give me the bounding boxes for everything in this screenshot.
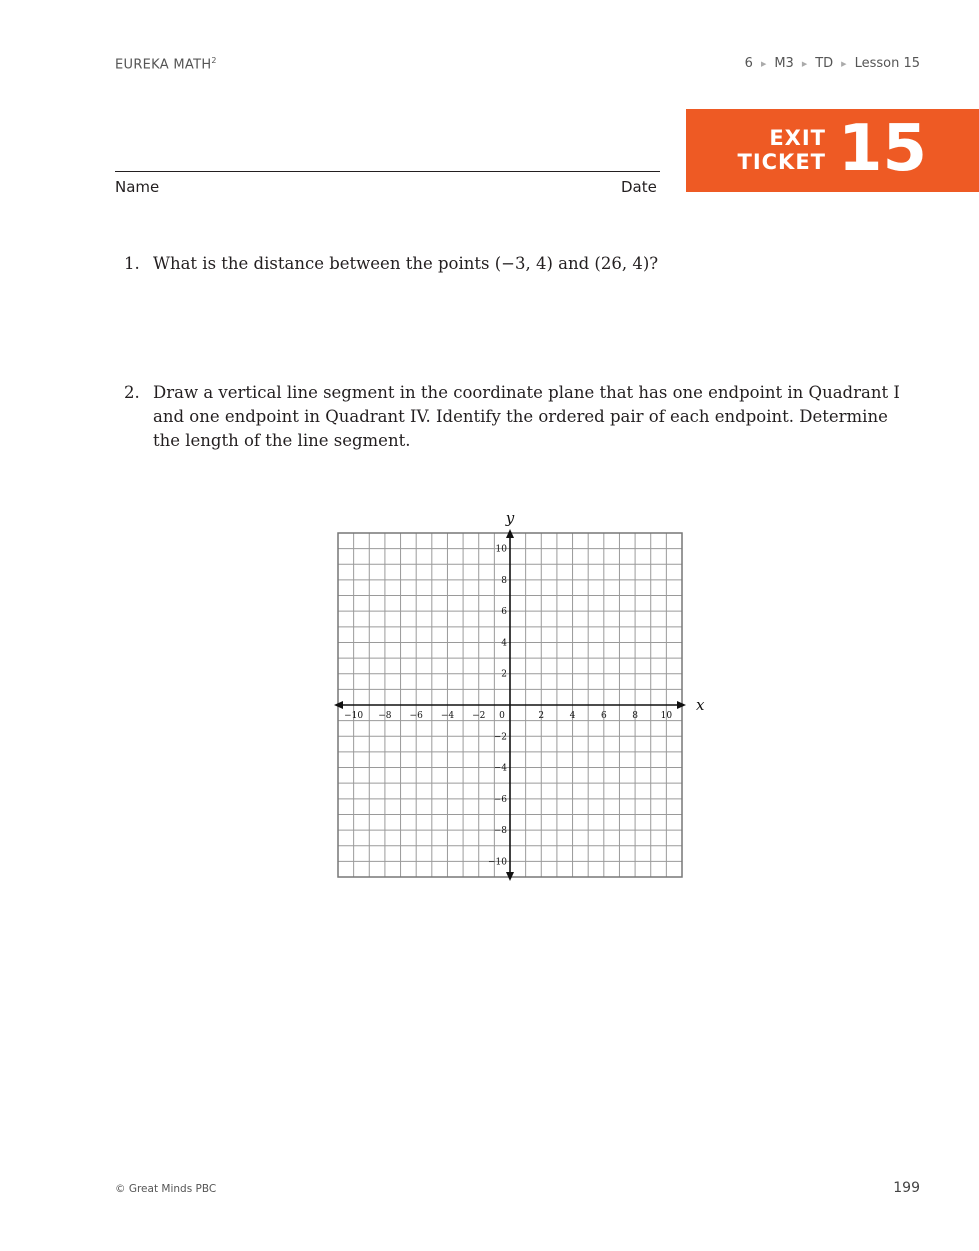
y-tick-label: 8 [501, 575, 507, 586]
x-axis-label: x [696, 696, 705, 714]
y-tick-label: 2 [501, 669, 507, 680]
copyright: © Great Minds PBC [115, 1183, 217, 1195]
y-tick-label: −4 [493, 763, 507, 774]
exit-ticket-banner [686, 109, 979, 192]
y-tick-label: 4 [501, 638, 507, 649]
x-tick-label: −10 [344, 711, 364, 721]
x-tick-label: 8 [632, 711, 638, 721]
y-tick-label: −8 [493, 826, 507, 837]
x-tick-label: 10 [660, 711, 673, 721]
y-tick-label: −10 [488, 857, 507, 868]
y-tick-label: −2 [493, 732, 507, 743]
question-number: 2. [124, 383, 140, 402]
name-date-line[interactable] [115, 171, 660, 172]
chevron-right-icon: ▶ [841, 59, 847, 68]
breadcrumb-grade: 6 [744, 56, 753, 71]
question-1 [124, 252, 904, 276]
x-tick-label: −2 [472, 711, 486, 721]
y-tick-label: −6 [493, 794, 507, 805]
y-axis-label: y [505, 509, 515, 527]
coordinate-plane[interactable] [330, 505, 710, 890]
breadcrumb-lesson: Lesson 15 [854, 56, 920, 71]
x-tick-label: 6 [600, 711, 607, 721]
x-tick-label: −8 [378, 711, 392, 721]
breadcrumb [745, 56, 920, 71]
question-text: Draw a vertical line segment in the coordinate plane that has one endpoint in Quadrant I and one endpoint in Quadrant IV. Identify the ordered pair of each endpoint. Determine the length of the line segment. [153, 383, 900, 450]
chevron-right-icon: ▶ [801, 59, 808, 68]
date-label: Date [621, 178, 657, 196]
page-number: 199 [893, 1180, 920, 1196]
breadcrumb-module: M3 [774, 56, 794, 71]
question-text: What is the distance between the points (−3, 4) and (26, 4)? [153, 254, 659, 273]
question-2 [124, 381, 904, 453]
x-tick-label: 2 [538, 711, 545, 721]
coordinate-plane-svg[interactable] [330, 505, 710, 890]
origin-label: 0 [499, 711, 505, 721]
brand-logo-text: EUREKA MATH$^2$ [115, 56, 217, 73]
x-tick-label: −6 [409, 711, 423, 721]
x-tick-label: −4 [440, 711, 455, 721]
exit-ticket-label [728, 126, 826, 174]
breadcrumb-topic: TD [815, 56, 834, 71]
banner-line-2: TICKET [737, 150, 826, 174]
x-tick-label: 4 [569, 711, 576, 721]
lesson-number: 15 [838, 112, 928, 186]
y-tick-label: 10 [495, 544, 507, 555]
banner-line-1: EXIT [769, 126, 826, 150]
y-tick-label: 6 [501, 607, 507, 618]
question-number: 1. [124, 254, 140, 273]
chevron-right-icon: ▶ [760, 59, 767, 68]
name-label: Name [115, 178, 160, 196]
